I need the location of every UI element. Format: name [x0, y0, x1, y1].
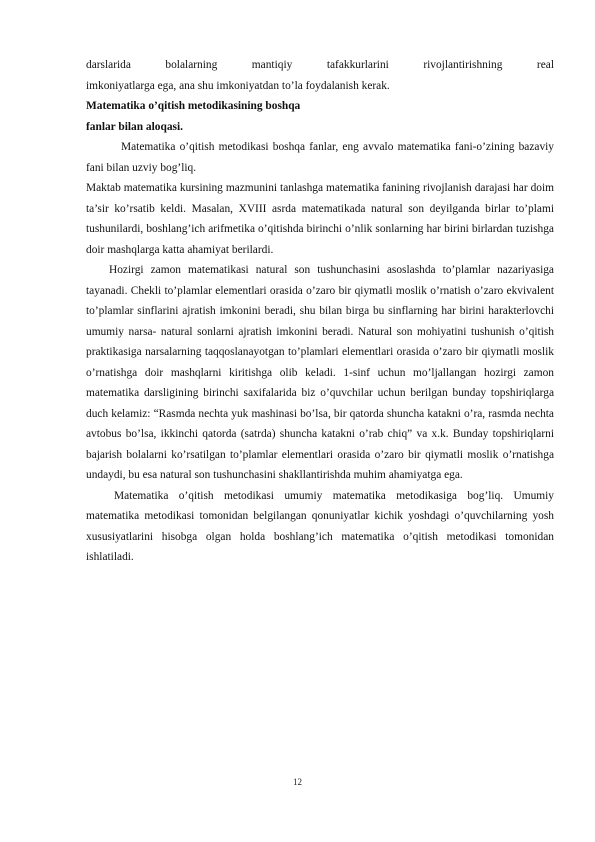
body-text: [86, 55, 554, 568]
intro-line-1: darslarida bolalarning mantiqiy tafakkurlarini rivojlantirishning real: [86, 59, 554, 71]
paragraph-2: Maktab matematika kursining mazmunini tanlashga matematika fanining rivojlanish darajasi har doim ta’sir ko’rsatib keldi. Masalan, XVIII asrda matematikada natural son deyilganda birlar to’plami tushunilardi, boshlang’ich arifmetika o’qitishda birinchi o’nlik sonlarning har birini birlardan tuzishga doir mashqlarga katta ahamiyat berilardi.: [86, 182, 554, 256]
paragraph-4: Matematika o’qitish metodikasi umumiy matematika metodikasiga bog’liq. Umumiy matematika metodikasi tomonidan belgilangan qonuniyatlar kichik yoshdagi o’quvchilarning yosh xususiyatlarini hisobga olgan holda boshlang’ich matematika o’qitish metodikasi tomonidan ishlatiladi.: [86, 489, 554, 563]
paragraph-3: Hozirgi zamon matematikasi natural son tushunchasini asoslashda to’plamlar nazariyasiga tayanadi. Chekli to’plamlar elementlari orasida o’zaro bir qiymatli moslik o’rnatish o’zaro ekvivalent to’plamlar sinflarini ajratish imkonini beradi, shu bilan birga bu sinflarning har birini harakterlovchi umumiy narsa- natural sonlarni ajratish imkonini beradi. Natural son mohiyatini tushunish o’qitish praktikasiga narsalarning taqqoslanayotgan to’plamlari elementlari orasida o’zaro bir qiymatli moslik o’rnatishga doir mashqlarni kiritishga olib keladi. 1-sinf uchun mo’ljallangan hozirgi zamon matematika darsligining birinchi saxifalarida biz o’quvchilar uchun berilgan bunday topshiriqlarga duch kelamiz: “Rasmda nechta yuk mashinasi bo’lsa, bir qatorda shuncha katakni o’ra, rasmda nechta avtobus bo’lsa, ikkinchi qatorda (satrda) shuncha katakni o’rab chiq” va x.k. Bunday topshiriqlarni bajarish bolalarni ko’rsatilgan to’plamlar elementlari orasida o’zaro bir qiymatli moslik o’rnatishga undaydi, bu esa natural son tushunchasini shakllantirishda muhim ahamiyatga ega.: [86, 264, 554, 481]
section-heading-line-1: Matematika o’qitish metodikasining boshqa: [86, 100, 301, 112]
intro-line-2: imkoniyatlarga ega, ana shu imkoniyatdan to’la foydalanish kerak.: [86, 79, 390, 92]
page-number: 12: [293, 777, 302, 787]
paragraph-1: Matematika o’qitish metodikasi boshqa fanlar, eng avvalo matematika fani-o’zining bazaviy fani bilan uzviy bog’liq.: [86, 141, 554, 174]
section-heading-line-2: fanlar bilan aloqasi.: [86, 120, 183, 133]
